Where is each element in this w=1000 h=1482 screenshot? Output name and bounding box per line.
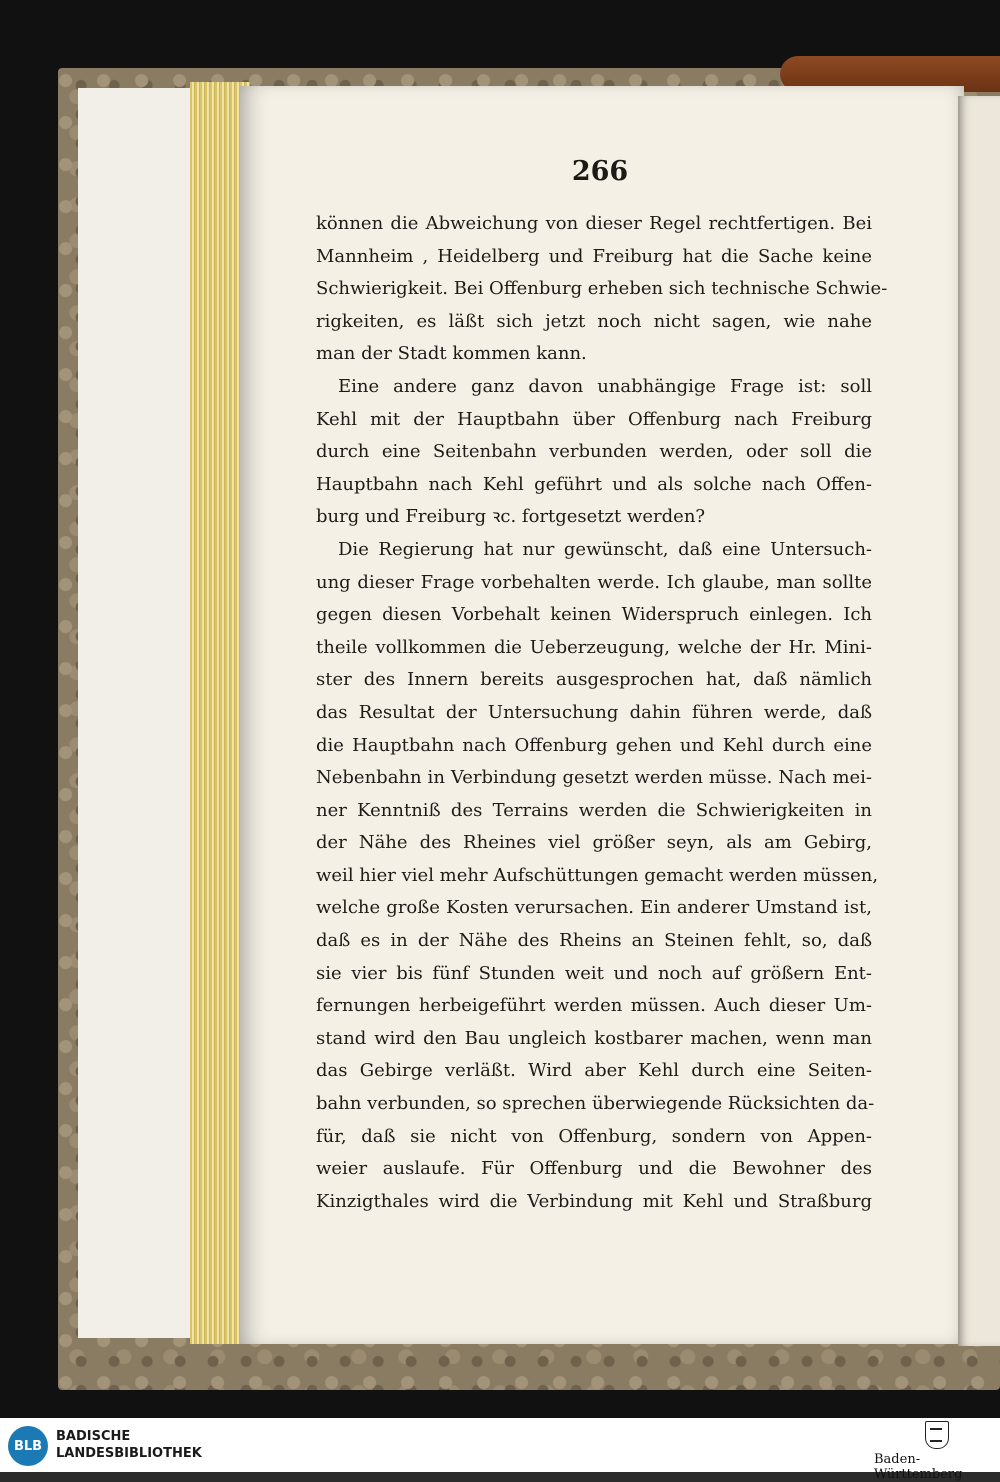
- text-line: burg und Freiburg ꝛc. fortgesetzt werden?: [316, 506, 706, 528]
- text-line: welche große Kosten verursachen. Ein anderer Umstand ist,: [316, 897, 872, 919]
- library-name-line2: LANDESBIBLIOTHEK: [56, 1446, 202, 1461]
- text-line: für, daß sie nicht von Offenburg, sondern von Appen-: [316, 1125, 872, 1147]
- text-line: ung dieser Frage vorbehalten werde. Ich glaube, man sollte: [316, 571, 872, 593]
- text-line: weil hier viel mehr Aufschüttungen gemacht werden müssen,: [316, 864, 879, 886]
- text-line: rigkeiten, es läßt sich jetzt noch nicht sagen, wie nahe: [316, 310, 872, 332]
- text-line: Schwierigkeit. Bei Offenburg erheben sich technische Schwie-: [316, 278, 888, 300]
- state-label: Baden-Württemberg: [874, 1452, 963, 1482]
- text-line: stand wird den Bau ungleich kostbarer machen, wenn man: [316, 1027, 872, 1049]
- text-line: gegen diesen Vorbehalt keinen Widerspruch einlegen. Ich: [316, 604, 872, 626]
- text-line: Hauptbahn nach Kehl geführt und als solche nach Offen-: [316, 473, 872, 495]
- page-number: 266: [571, 156, 629, 187]
- text-line: Nebenbahn in Verbindung gesetzt werden müsse. Nach mei-: [316, 767, 872, 789]
- text-line: das Resultat der Untersuchung dahin führen werde, daß: [316, 701, 872, 723]
- text-line: der Nähe des Rheines viel größer seyn, als am Gebirg,: [316, 832, 872, 854]
- text-line: daß es in der Nähe des Rheins an Steinen fehlt, so, daß: [316, 930, 872, 952]
- text-line: Die Regierung hat nur gewünscht, daß eine Untersuch-: [338, 538, 872, 560]
- text-line: sie vier bis fünf Stunden weit und noch auf größern Ent-: [316, 962, 872, 984]
- text-line: ner Kenntniß des Terrains werden die Schwierigkeiten in: [316, 799, 872, 821]
- text-line: Kinzigthales wird die Verbindung mit Kehl und Straßburg: [316, 1190, 872, 1212]
- page-text: [316, 208, 888, 1218]
- text-line: bahn verbunden, so sprechen überwiegende Rücksichten da-: [316, 1093, 875, 1115]
- text-line: weier auslaufe. Für Offenburg und die Bewohner des: [316, 1158, 872, 1180]
- library-name-line1: BADISCHE: [56, 1429, 131, 1444]
- blb-logo[interactable]: BLB: [8, 1426, 48, 1466]
- library-name[interactable]: [56, 1428, 202, 1462]
- text-line: die Hauptbahn nach Offenburg gehen und Kehl durch eine: [316, 734, 872, 756]
- text-line: das Gebirge verläßt. Wird aber Kehl durch eine Seiten-: [316, 1060, 872, 1082]
- text-line: ster des Innern bereits ausgesprochen hat, daß nämlich: [316, 669, 872, 691]
- text-line: Kehl mit der Hauptbahn über Offenburg nach Freiburg: [316, 408, 872, 430]
- text-line: Eine andere ganz davon unabhängige Frage ist: soll: [338, 375, 872, 397]
- state-crest-icon: [925, 1421, 949, 1449]
- text-line: theile vollkommen die Ueberzeugung, welche der Hr. Mini-: [316, 636, 872, 658]
- footer-bar: [0, 1418, 1000, 1482]
- next-page-edge: [958, 96, 1000, 1346]
- text-line: können die Abweichung von dieser Regel rechtfertigen. Bei: [316, 213, 872, 234]
- text-line: fernungen herbeigeführt werden müssen. Auch dieser Um-: [316, 995, 872, 1017]
- text-line: durch eine Seitenbahn verbunden werden, oder soll die: [316, 441, 872, 463]
- text-line: Mannheim , Heidelberg und Freiburg hat die Sache keine: [316, 245, 872, 267]
- left-flyleaf: [78, 88, 190, 1338]
- text-line: man der Stadt kommen kann.: [316, 343, 587, 365]
